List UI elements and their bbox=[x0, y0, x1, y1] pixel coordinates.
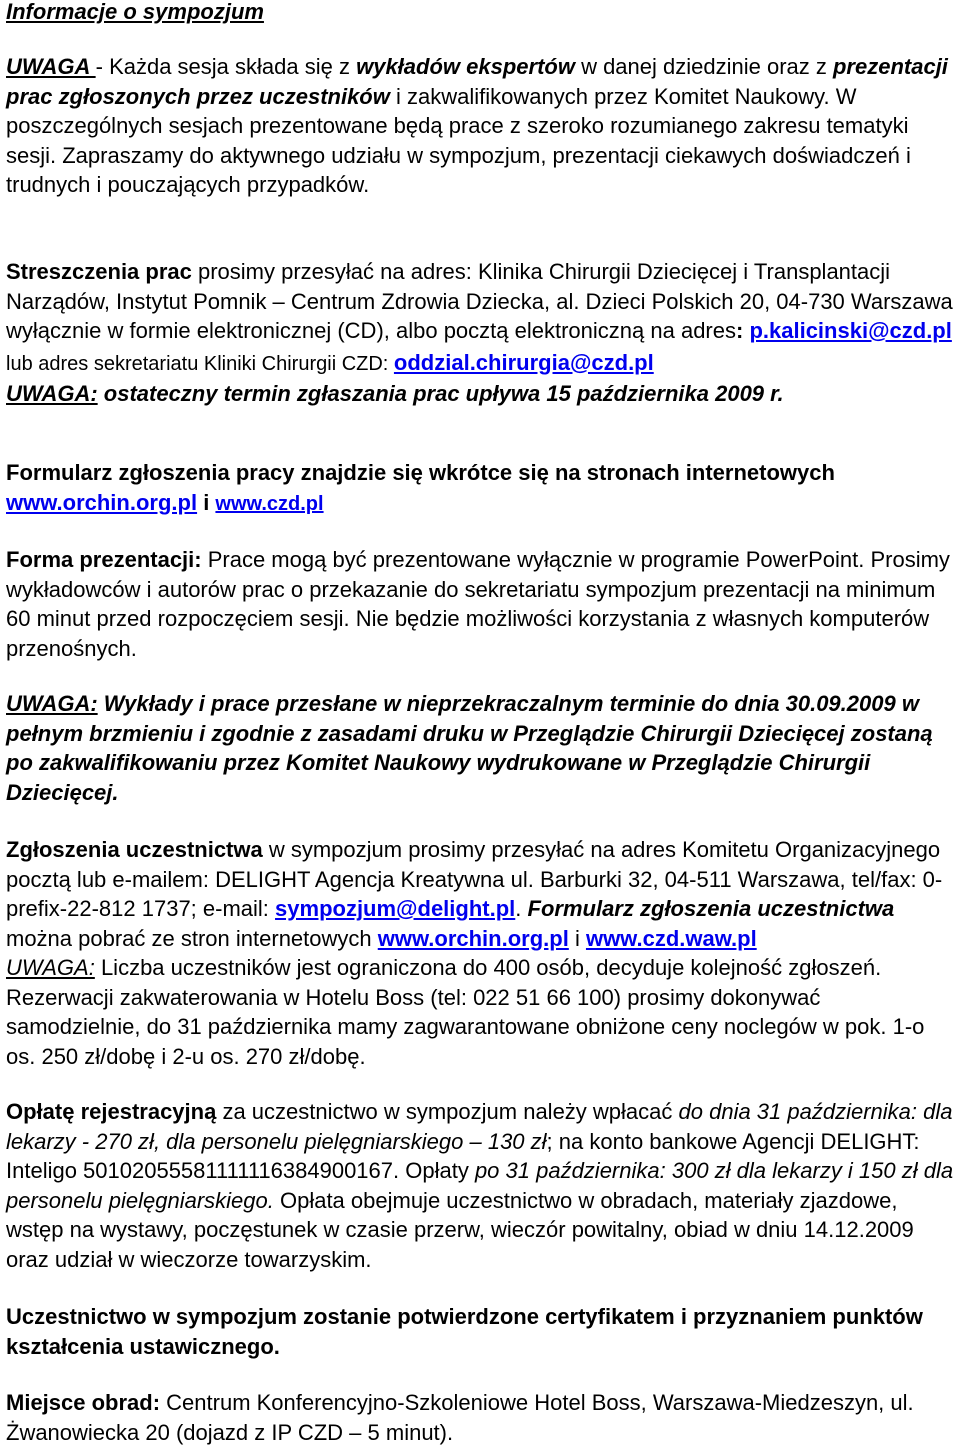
paragraph-presentation bbox=[6, 545, 954, 663]
fee-italic: do dnia 31 października: dla lekarzy - 270 zł, dla personelu pielęgniarskiego – 130 zł bbox=[6, 1099, 953, 1154]
text: za uczestnictwo w sympozjum należy wpłacać bbox=[216, 1099, 679, 1124]
emphasis: wykładów ekspertów bbox=[356, 54, 575, 79]
text: prosimy przesyłać na adres: Klinika Chirurgii Dziecięcej i Transplantacji Narządów, Instytut Pomnik – Centrum Zdrowia Dziecka, al. Dzieci Polskich 20, 04-730 Warszawa wyłącznie w formie elektronicznej (CD), albo pocztą elektroniczną na adres bbox=[6, 259, 953, 343]
text: - Każda sesja składa się z bbox=[95, 54, 357, 79]
emphasis: Formularz zgłoszenia uczestnictwa bbox=[527, 896, 895, 921]
text: i zakwalifikowanych przez Komitet Naukowy. W poszczególnych sesjach prezentowane będą prace z szeroko rozumianego zakresu tematyki sesji. Zapraszamy do aktywnego udziału w sympozjum, prezentacji ciekawych doświadczeń i trudnych i pouczających przypadków. bbox=[6, 83, 911, 197]
text: Prace mogą być prezentowane wyłącznie w programie PowerPoint. Prosimy wykładowców i autorów prac o przekazanie do sekretariatu sympozjum prezentacji na minimum 60 minut przed rozpoczęciem sesji. Nie będzie możliwości korzystania z własnych komputerów przenośnych. bbox=[6, 547, 950, 661]
text: Opłata obejmuje uczestnictwo w obradach, materiały zjazdowe, wstęp na wystawy, poczęstunek w czasie przerw, wieczór powitalny, obiad w dniu 14.12.2009 oraz udział w wieczorze towarzyskim. bbox=[6, 1187, 914, 1272]
email-link[interactable]: sympozjum@delight.pl bbox=[275, 896, 516, 921]
text: lub adres sekretariatu Kliniki Chirurgii CZD: bbox=[6, 352, 394, 375]
uwaga-label: UWAGA: bbox=[6, 381, 98, 406]
text: i bbox=[197, 489, 216, 515]
website-link[interactable]: www.orchin.org.pl bbox=[377, 925, 569, 951]
uwaga-label: UWAGA: bbox=[6, 955, 95, 980]
email-link[interactable]: p.kalicinski@czd.pl bbox=[749, 318, 952, 343]
text: i bbox=[568, 925, 586, 951]
uwaga-label: UWAGA bbox=[6, 54, 96, 79]
text: Centrum Konferencyjno-Szkoleniowe Hotel Boss, Warszawa-Miedzeszyn, ul. Żwanowiecka 20 (dojazd z IP CZD – 5 minut). bbox=[6, 1390, 914, 1445]
website-link[interactable]: www.czd.waw.pl bbox=[585, 925, 757, 951]
text: ; na konto bankowe Agencji DELIGHT: Inteligo 50102055581111116384900167. Opłaty bbox=[6, 1128, 920, 1183]
paragraph-venue bbox=[6, 1388, 954, 1447]
text: : bbox=[736, 318, 750, 343]
emphasis: Uczestnictwo w sympozjum zostanie potwierdzone certyfikatem i przyznaniem punktów kształcenia ustawicznego. bbox=[6, 1304, 923, 1359]
email-link[interactable]: oddzial.chirurgia@czd.pl bbox=[393, 349, 654, 375]
paragraph-registration bbox=[6, 835, 954, 1071]
emphasis: Zgłoszenia uczestnictwa bbox=[6, 837, 263, 862]
text: . bbox=[515, 896, 528, 921]
text: Wykłady i prace przesłane w nieprzekraczalnym terminie do dnia 30.09.2009 w pełnym brzmieniu i zgodnie z zasadami druku w Przeglądzie Chirurgii Dziecięcej zostaną po zakwalifikowaniu przez Komitet Naukowy wydrukowane w Przeglądzie Chirurgii Dziecięcej. bbox=[6, 691, 933, 805]
paragraph-print-notice bbox=[6, 689, 954, 807]
paragraph-certificate bbox=[6, 1302, 954, 1361]
fee-italic: po 31 października: 300 zł dla lekarzy i 150 zł dla personelu pielęgniarskiego. bbox=[6, 1158, 954, 1213]
paragraph-form bbox=[6, 458, 954, 519]
uwaga-label: UWAGA: bbox=[6, 691, 98, 716]
paragraph-fee bbox=[6, 1097, 954, 1274]
paragraph-abstracts bbox=[6, 257, 954, 409]
paragraph-sessions bbox=[6, 52, 954, 200]
emphasis: prezentacji prac zgłoszonych przez uczestników bbox=[6, 54, 948, 109]
deadline-text: ostateczny termin zgłaszania prac upływa 15 października 2009 r. bbox=[97, 381, 784, 406]
website-link[interactable]: www.czd.pl bbox=[215, 492, 324, 515]
text: Liczba uczestników jest ograniczona do 400 osób, decyduje kolejność zgłoszeń. Rezerwacji zakwaterowania w Hotelu Boss (tel: 022 51 66 100) prosimy dokonywać samodzielnie, do 31 października mamy zagwarantowane obniżone ceny noclegów w pok. 1-o os. 250 zł/dobę i 2-u os. 270 zł/dobę. bbox=[6, 955, 925, 1069]
emphasis: Streszczenia prac bbox=[6, 259, 192, 284]
text: w sympozjum prosimy przesyłać na adres Komitetu Organizacyjnego pocztą lub e-mailem: DELIGHT Agencja Kreatywna ul. Barburki 32, 04-511 Warszawa, tel/fax: 0-prefix-22-812 1737; e-mail: bbox=[6, 837, 943, 921]
emphasis: Formularz zgłoszenia pracy znajdzie się wkrótce się na stronach internetowych bbox=[6, 460, 835, 485]
text: w danej dziedzinie oraz z bbox=[574, 54, 833, 79]
emphasis: Forma prezentacji: bbox=[6, 547, 202, 572]
website-link[interactable]: www.orchin.org.pl bbox=[6, 489, 198, 515]
emphasis: Miejsce obrad: bbox=[6, 1390, 161, 1415]
page-title: Informacje o sympozjum bbox=[6, 0, 264, 24]
emphasis: Opłatę rejestracyjną bbox=[6, 1099, 217, 1124]
text: można pobrać ze stron internetowych bbox=[6, 925, 378, 951]
